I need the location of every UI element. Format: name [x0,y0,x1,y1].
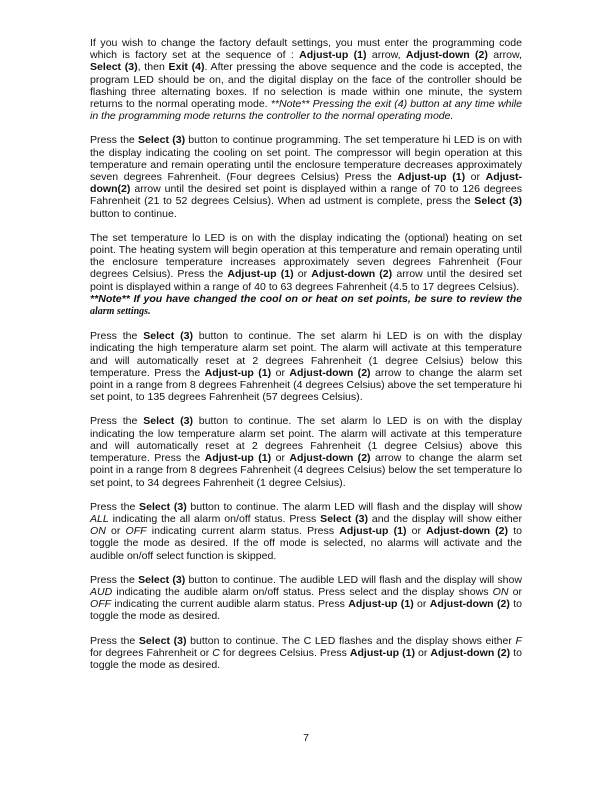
text-run: or [271,366,290,379]
text-run: to toggle the mode as desired. [90,646,522,671]
text-run: Press the [90,134,138,147]
text-run: Press the [90,573,139,586]
text-run-bold: Adjust-down (2) [289,452,371,465]
text-run-italic: AUD [90,585,113,598]
text-run-bold: Adjust-down (2) [429,598,510,611]
text-run: Press the [90,634,139,647]
text-run-bold: Adjust-down (2) [405,49,488,62]
text-run: or [105,525,126,538]
text-run-bold: Adjust-up (1) [339,525,407,538]
text-run-bold: Adjust-down (2) [311,268,393,281]
text-run-bold: Select (3) [138,634,187,647]
text-run: button to continue. The set alarm lo LED is on with the display indicating the low temperature alarm set point. The alarm will activate at this temperature and will automatically reset at 2 degrees Fahrenheit (1 degree Celsius) above this temperature. Press the [90,415,522,465]
text-run: button to continue programming. The set temperature hi LED is on with the display indicating the cooling on set point. The compressor will begin operation at this temperature and remain operating until the enclosure temperature decreases approximately seven degrees Fahrenheit. (Four degrees Celsius) Press the [90,134,522,184]
text-run-serif-italic: . [148,306,151,318]
paragraph-audible-alarm [90,574,522,623]
text-run: arrow to change the alarm set point in a range from 8 degrees Fahrenheit (4 degrees Celsius) below the set temperature lo set point, to 34 degrees Fahrenheit (1 degree Celsius). [90,452,522,489]
text-run: The set temperature lo LED is on with the display indicating the (optional) heating on set point. The heating system will begin operation at this temperature and remain operating until the enclosure temperature increases approximately seven degrees Fahrenheit (Four degrees Celsius). Press the [90,231,522,281]
text-run: Press the [90,500,140,513]
text-run: arrow, [487,49,522,62]
text-run: arrow until the desired set point is displayed within a range of 70 to 126 degrees Fahrenheit (21 to 52 degrees Celsius). When ad ustment is complete, press the [90,183,522,208]
paragraph-setpoint-note [90,293,522,318]
text-run-serif-italic: alarm settings [90,306,149,318]
text-run: or [406,525,427,538]
text-run-italic: ON [492,585,509,598]
text-run: , then [137,61,169,74]
paragraph-programming-code [90,37,522,122]
text-run: arrow, [366,49,406,62]
text-run-italic: OFF [125,525,147,538]
text-run: and the display will show either [368,512,522,525]
text-run-bold: Adjust-down (2) [430,646,511,659]
text-run: button to continue. The set alarm hi LED is on with the display indicating the high temperature alarm set point. The alarm will activate at this temperature and will automatically reset at 2 degrees Fahrenheit (1 degree Celsius) below this temperature. Press the [90,330,522,379]
text-run-bold: Select (3) [474,195,522,208]
text-run-italic: ALL [90,512,109,525]
text-run-bold: Select (3) [90,61,138,74]
text-run-bold: Adjust-up (1) [204,366,272,379]
paragraph-set-temperature-hi [90,134,522,219]
text-run: for degrees Celsius. Press [219,646,350,659]
text-run: indicating the audible alarm on/off status. Press select and the display shows [112,585,493,598]
text-run: to toggle the mode as desired. [90,598,522,623]
text-run: or [465,171,486,184]
paragraph-alarm-hi [90,330,522,403]
text-run: to toggle the mode as desired. If the off mode is selected, no alarms will activate and the audible on/off select function is skipped. [90,525,522,562]
text-run: button to continue. The alarm LED will flash and the display will show [186,500,522,513]
text-run-italic: OFF [90,598,112,611]
text-run: Press the [90,330,144,343]
text-run-bold: Select (3) [138,573,186,586]
text-run: indicating the current audible alarm status. Press [111,598,349,611]
text-run: If you wish to change the factory default settings, you must enter the programming code which is factory set at the sequence of : [90,37,522,62]
text-run-bold: Adjust-down (2) [426,525,509,538]
text-run-bold: Exit (4) [168,61,205,74]
text-run-bold: Adjust-up (1) [397,171,466,184]
text-run-bold: Adjust-up (1) [227,268,294,281]
page-number: 7 [303,732,309,744]
text-run-bold: Adjust-up (1) [299,49,367,62]
document-body [90,37,522,683]
text-run-bold: Adjust-up (1) [349,646,415,659]
text-run: . After pressing the above sequence and the code is accepted, the program LED should be on, and the digital display on the face of the controller should be flashing three alternating boxes. If no selection is made within one minute, the system returns to the normal operating mode. [90,61,522,111]
text-run-bold: Select (3) [143,415,193,428]
text-run: for degrees Fahrenheit or [90,646,213,659]
paragraph-alarm-all [90,501,522,562]
text-run: indicating the all alarm on/off status. Press [108,512,321,525]
text-run: button to continue. [90,207,177,220]
paragraph-temperature-units [90,635,522,672]
text-run: or [508,585,522,598]
paragraph-set-temperature-lo [90,232,522,293]
text-run: button to continue. The audible LED will flash and the display will show [185,573,522,586]
text-run-bold: Adjust-up (1) [348,598,414,611]
text-run: or [271,452,290,465]
text-run-bold: Select (3) [137,134,186,147]
text-run-italic: ON [90,525,106,538]
paragraph-alarm-lo [90,415,522,488]
text-run-bold: Adjust-down (2) [289,366,371,379]
text-run-italic: **Note** Pressing the exit (4) button at any time while in the programming mode returns the controller to the normal operating mode. [90,98,522,123]
text-run: arrow to change the alarm set point in a range from 8 degrees Fahrenheit (4 degrees Celsius) above the set temperature hi set point, to 135 degrees Fahrenheit (57 degrees Celsius). [90,366,522,404]
text-run: or [413,598,430,611]
text-run: Press the [90,415,144,428]
text-run: button to continue. The C LED flashes and the display shows either [186,634,516,647]
text-run: arrow until the desired set point is displayed within a range of 40 to 63 degrees Fahrenheit (4.5 to 17 degrees Celsius). [90,268,522,293]
text-run-italic: C [212,646,220,659]
text-run-bold: Select (3) [143,330,193,343]
text-run: or [293,268,312,281]
text-run-bold: Adjust-up (1) [204,452,272,465]
text-run-bold: Select (3) [139,500,187,513]
text-run-bold: Adjust-down(2) [90,171,522,196]
text-run-italic: F [515,634,522,647]
text-run: indicating current alarm status. Press [146,525,340,538]
text-run-bold: Select (3) [320,512,368,525]
text-run: or [415,646,431,659]
text-run-bold-italic: **Note** If you have changed the cool on or heat on set points, be sure to review the [90,292,522,305]
